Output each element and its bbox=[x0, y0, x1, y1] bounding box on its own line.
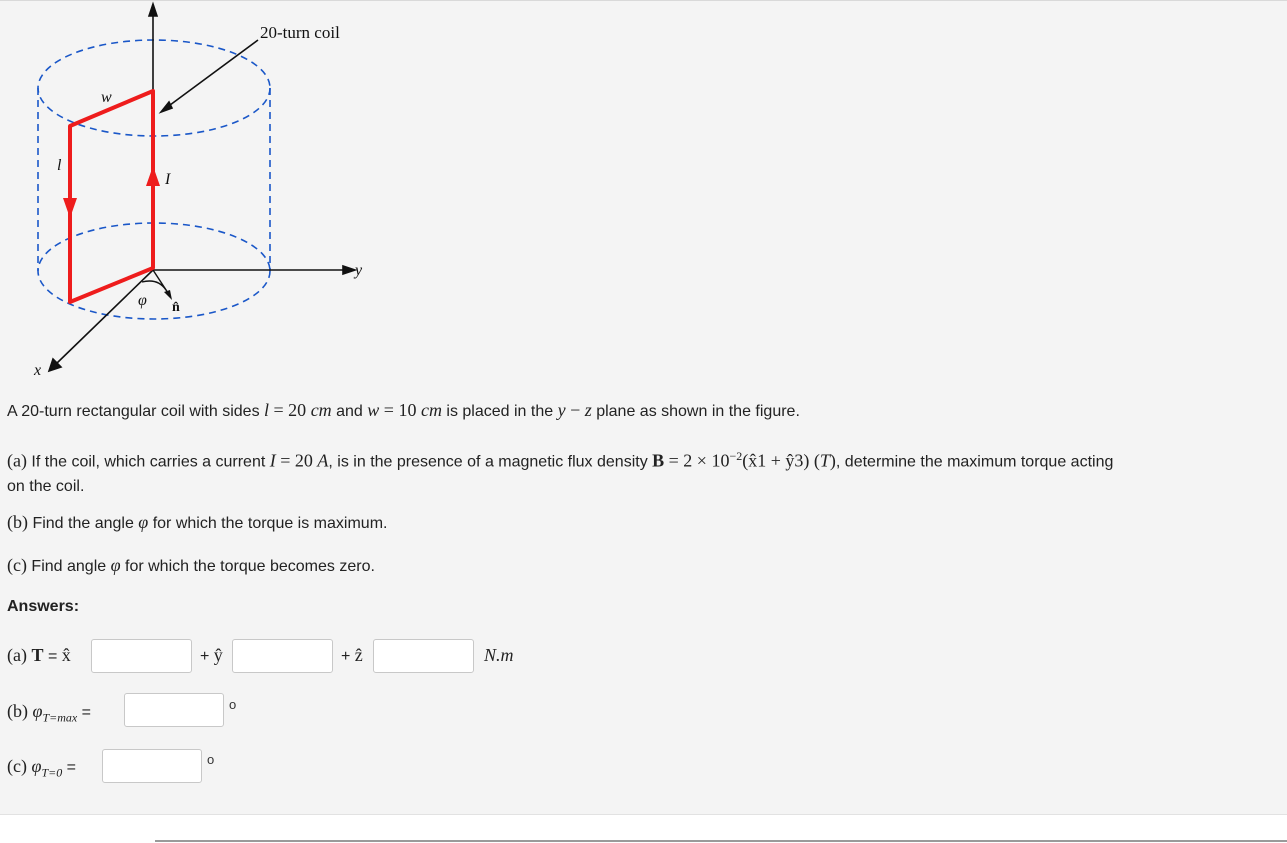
coil-figure bbox=[0, 0, 420, 380]
current-down-arrow-icon bbox=[63, 198, 77, 218]
torque-z-input[interactable] bbox=[373, 639, 474, 673]
torque-x-input[interactable] bbox=[91, 639, 192, 673]
y-axis-arrow-icon bbox=[343, 266, 355, 274]
bottom-rule bbox=[0, 814, 1287, 815]
footer-line bbox=[155, 840, 1287, 842]
label-x: x bbox=[34, 362, 42, 379]
phi-max-input[interactable] bbox=[124, 693, 224, 727]
label-l: l bbox=[57, 157, 62, 174]
degree-symbol-b: o bbox=[229, 697, 237, 712]
answer-a-plus-y: + ŷ bbox=[200, 645, 223, 665]
z-axis-arrow-icon bbox=[149, 4, 157, 16]
problem-part-b: (b) Find the angle φ for which the torque is maximum. bbox=[7, 512, 388, 532]
current-up-arrow-icon bbox=[146, 166, 160, 186]
label-n-hat: n̂ bbox=[172, 300, 180, 315]
torque-y-input[interactable] bbox=[232, 639, 333, 673]
coil-label: 20-turn coil bbox=[260, 23, 340, 42]
problem-part-c: (c) Find angle φ for which the torque becomes zero. bbox=[7, 555, 375, 575]
coil-leader-line bbox=[166, 40, 258, 108]
problem-intro: A 20-turn rectangular coil with sides l = 20 cm and w = 10 cm is placed in the y − z plane as shown in the figure. bbox=[7, 400, 800, 420]
problem-part-a: (a) If the coil, which carries a current I = 20 A, is in the presence of a magnetic flux density $B = 2 \times 10^{-2}(x̂1$ + ŷ3) (T), determine the maximum torque acting on the coil. bbox=[7, 449, 1114, 496]
answers-heading: Answers: bbox=[7, 598, 80, 615]
degree-symbol-c: o bbox=[207, 752, 215, 767]
label-y: y bbox=[355, 262, 363, 279]
answer-c-label: (c) $\varphi_{T=0}$ = bbox=[7, 756, 77, 780]
phi-zero-input[interactable] bbox=[102, 749, 202, 783]
rectangular-coil bbox=[70, 91, 153, 302]
leader-arrow-icon bbox=[161, 102, 172, 112]
answer-a-plus-z: + ẑ bbox=[341, 645, 363, 665]
label-phi: φ bbox=[138, 292, 147, 309]
torque-unit: N.m bbox=[484, 645, 514, 665]
normal-arrow-icon bbox=[164, 290, 172, 300]
answer-b-label: (b) $\varphi_{T=max}$ = bbox=[7, 701, 92, 725]
answer-a-label: (a) T = x̂ bbox=[7, 645, 71, 665]
label-current: I bbox=[165, 171, 171, 188]
label-w: w bbox=[101, 89, 112, 106]
